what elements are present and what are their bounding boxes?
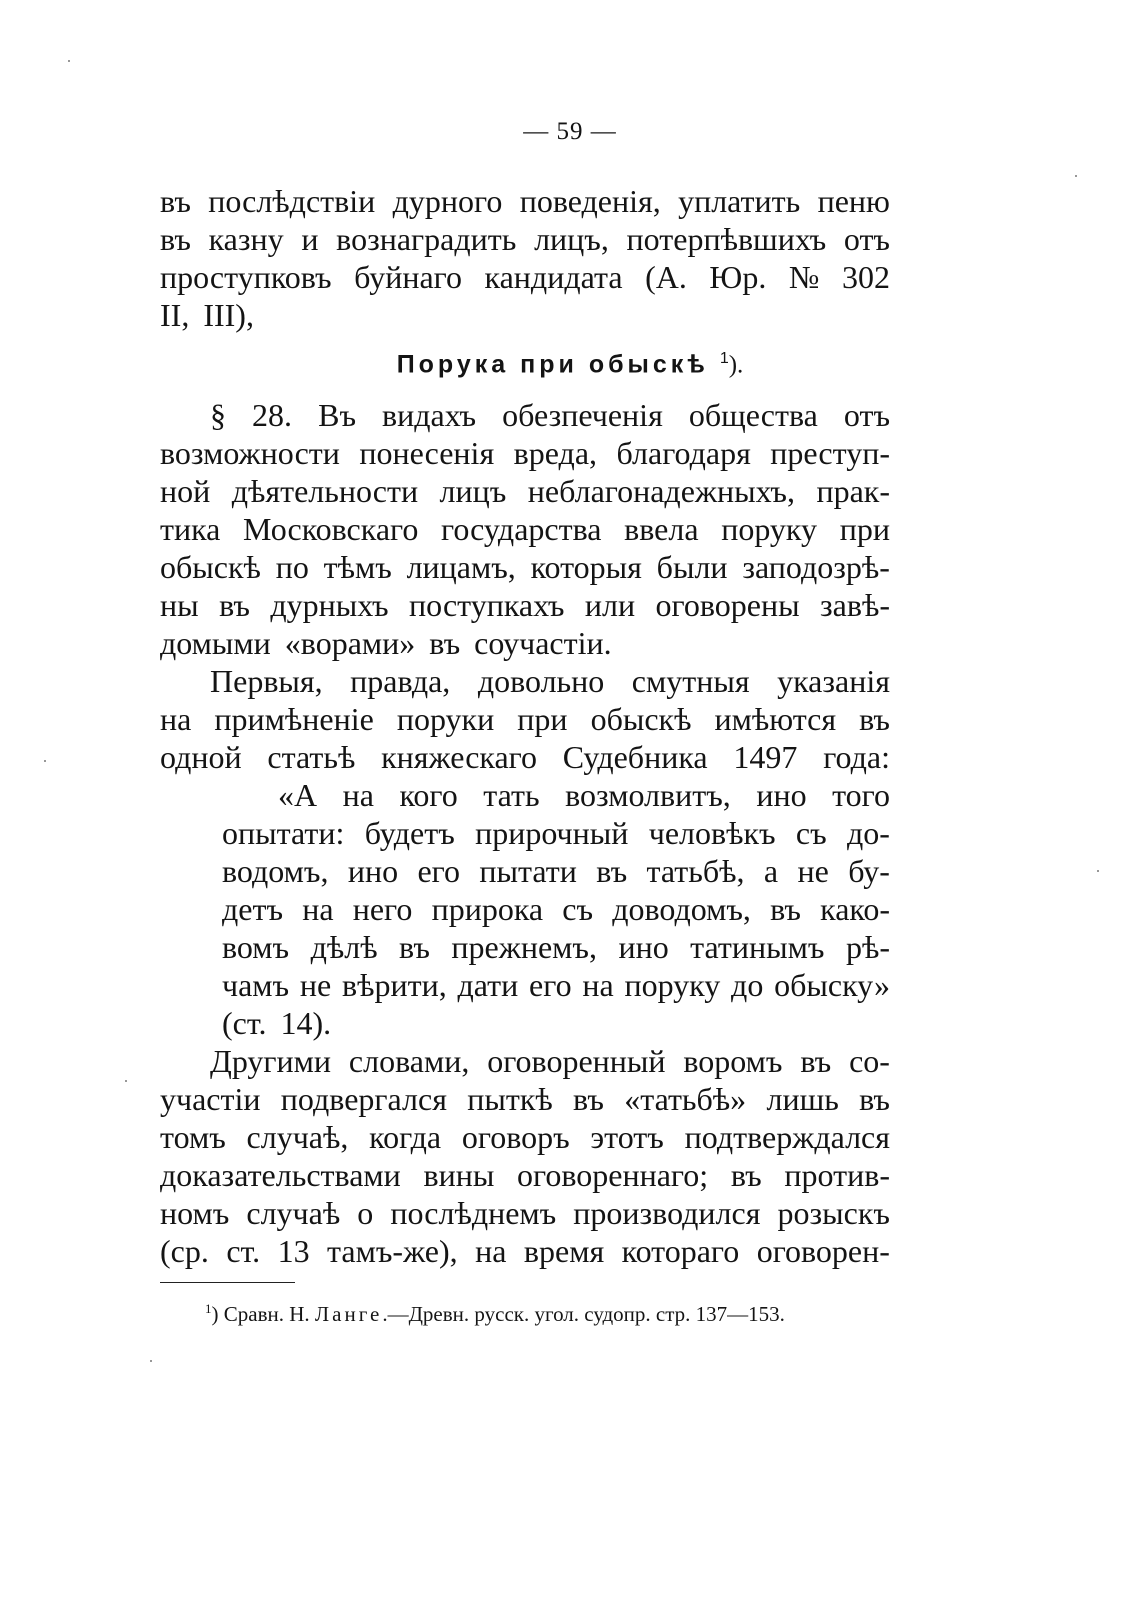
scan-speck	[1075, 175, 1077, 177]
word: доводомъ,	[612, 891, 751, 927]
footnote-divider	[160, 1282, 295, 1283]
text-line	[160, 434, 890, 472]
word: оговоръ	[461, 1119, 570, 1155]
word: оговоренный	[487, 1043, 666, 1079]
word: его	[417, 853, 460, 889]
word: случаѣ	[246, 1195, 341, 1231]
word: потерпѣвшихъ	[626, 221, 827, 257]
word: общества	[688, 397, 818, 433]
word: неблагонадежныхъ,	[527, 473, 795, 509]
word: въ	[859, 1081, 890, 1117]
footnote-marker: 1	[205, 1301, 212, 1316]
text-line	[160, 738, 890, 776]
word: тѣмъ	[323, 549, 392, 585]
word: на	[160, 701, 192, 737]
word: въ	[770, 891, 801, 927]
word: завѣ-	[820, 587, 890, 623]
word: вознаградить	[336, 221, 517, 257]
footnote	[205, 1296, 905, 1327]
word: видахъ	[382, 397, 477, 433]
word: №	[788, 259, 820, 295]
word: казну	[208, 221, 284, 257]
word: преступ-	[770, 435, 890, 471]
footnote-text-before: ) Сравн. Н.	[211, 1302, 315, 1326]
word: въ	[429, 625, 461, 661]
word: ной	[160, 473, 211, 509]
word: одной	[160, 739, 242, 775]
word: номъ	[160, 1195, 230, 1231]
word: 302	[841, 259, 890, 295]
word: (ст.	[222, 1005, 267, 1041]
word: чамъ	[222, 967, 290, 1003]
word: и	[301, 221, 319, 257]
scan-speck	[1097, 870, 1099, 872]
word: въ	[859, 701, 890, 737]
word: прирочный	[475, 815, 629, 851]
word: 28.	[252, 397, 293, 433]
word: словами,	[348, 1043, 470, 1079]
word: человѣкъ	[648, 815, 776, 851]
word: понесенія	[359, 435, 495, 471]
text-line	[160, 510, 890, 548]
word: Первыя,	[210, 663, 323, 699]
word: производился	[573, 1195, 761, 1231]
word: участіи	[160, 1081, 261, 1117]
word: рѣ-	[845, 929, 890, 965]
word: дати	[457, 967, 519, 1003]
word: обезпеченія	[502, 397, 663, 433]
word: въ	[219, 587, 250, 623]
word: него	[352, 891, 413, 927]
word: дѣятельности	[231, 473, 419, 509]
word: лицъ,	[534, 221, 609, 257]
word: ино	[347, 853, 399, 889]
text-line	[160, 1232, 890, 1270]
word: II,	[160, 297, 190, 333]
text-line	[160, 296, 890, 334]
word: III),	[203, 297, 254, 333]
word: оговорены	[655, 587, 800, 623]
word: ввела	[624, 511, 699, 547]
word: тамъ-же),	[327, 1233, 458, 1269]
word: возможности	[160, 435, 340, 471]
quote-line	[222, 966, 890, 1004]
word: обыскѣ	[160, 549, 261, 585]
word: этотъ	[590, 1119, 664, 1155]
word: со-	[849, 1043, 890, 1079]
word: государства	[441, 511, 602, 547]
word: 14).	[280, 1005, 332, 1041]
footnote-text-after: .—Древн. русск. угол. судопр. стр. 137—153.	[382, 1302, 785, 1326]
word: обыску»	[774, 967, 890, 1003]
word: оговореннаго;	[517, 1157, 709, 1193]
word: Юр.	[709, 259, 767, 295]
word: будетъ	[364, 815, 455, 851]
word: соучастіи.	[474, 625, 612, 661]
text-line	[160, 220, 890, 258]
text-line	[210, 396, 890, 434]
word: пытати	[479, 853, 577, 889]
word: лицъ	[439, 473, 507, 509]
word: Другими	[210, 1043, 332, 1079]
word: года:	[823, 739, 890, 775]
scan-speck	[68, 60, 70, 62]
word: послѣднемъ	[390, 1195, 557, 1231]
word: опытати:	[222, 815, 345, 851]
footnote-marker: 1	[719, 350, 729, 367]
text-line	[160, 258, 890, 296]
text-line	[160, 1080, 890, 1118]
word: вины	[423, 1157, 495, 1193]
word: (А.	[645, 259, 687, 295]
scan-speck	[44, 760, 46, 762]
word: на	[302, 891, 334, 927]
word: кандидата	[484, 259, 623, 295]
section-heading	[0, 350, 1140, 379]
word: домыми	[160, 625, 271, 661]
word: котораго	[621, 1233, 740, 1269]
word: до-	[847, 815, 890, 851]
word: пыткѣ	[467, 1081, 553, 1117]
word: по	[275, 549, 309, 585]
word: томъ	[160, 1119, 226, 1155]
word: проступковъ	[160, 259, 332, 295]
word: въ	[399, 929, 430, 965]
text-line	[160, 624, 890, 662]
word: въ	[160, 221, 191, 257]
word: до	[731, 967, 764, 1003]
word: вомъ	[222, 929, 290, 965]
word: татинымъ	[690, 929, 825, 965]
word: тика	[160, 511, 221, 547]
word: дурныхъ	[270, 587, 389, 623]
text-line	[160, 1156, 890, 1194]
word: заподозрѣ-	[742, 549, 890, 585]
word: доказательствами	[160, 1157, 401, 1193]
quote-line	[222, 814, 890, 852]
word: о	[357, 1195, 374, 1231]
word: поступкахъ	[409, 587, 565, 623]
word: Въ	[318, 397, 356, 433]
quote-line	[222, 928, 890, 966]
word: буйнаго	[354, 259, 462, 295]
word: оговорен-	[756, 1233, 890, 1269]
text-line	[160, 1194, 890, 1232]
word: того	[832, 777, 890, 813]
word: Московскаго	[243, 511, 419, 547]
word: лишь	[766, 1081, 839, 1117]
word: имѣются	[714, 701, 837, 737]
scan-speck	[150, 1360, 152, 1362]
word: указанія	[777, 663, 890, 699]
word: при	[839, 511, 890, 547]
heading-text: Порука при обыскѣ	[396, 350, 709, 379]
word: когда	[369, 1119, 442, 1155]
word: §	[210, 397, 226, 433]
word: уплатить	[678, 183, 801, 219]
footnote-author: Ланге	[314, 1302, 383, 1326]
word: «татьбѣ»	[624, 1081, 747, 1117]
word: дурного	[392, 183, 503, 219]
text-line	[160, 472, 890, 510]
word: дѣлѣ	[310, 929, 378, 965]
word: съ	[795, 815, 827, 851]
quote-line	[222, 852, 890, 890]
word: Судебника	[562, 739, 708, 775]
word: поведенія,	[519, 183, 661, 219]
word: тать	[483, 777, 540, 813]
word: ино	[618, 929, 669, 965]
word: на	[342, 777, 374, 813]
word: ны	[160, 587, 199, 623]
word: отъ	[843, 397, 890, 433]
text-line	[160, 548, 890, 586]
word: татьбѣ,	[646, 853, 745, 889]
word: «ворами»	[284, 625, 416, 661]
text-line	[160, 700, 890, 738]
word: вѣрити,	[341, 967, 447, 1003]
word: правда,	[350, 663, 451, 699]
word: пеню	[817, 183, 890, 219]
text-line	[210, 662, 890, 700]
word: ино	[756, 777, 807, 813]
word: княжескаго	[381, 739, 537, 775]
word: против-	[784, 1157, 890, 1193]
word: время	[523, 1233, 605, 1269]
word: розыскъ	[777, 1195, 890, 1231]
word: смутныя	[631, 663, 750, 699]
word: подтверждался	[684, 1119, 890, 1155]
word: примѣненіе	[214, 701, 374, 737]
word: на	[582, 967, 614, 1003]
text-line	[160, 182, 890, 220]
word: бу-	[848, 853, 890, 889]
word: обыскѣ	[590, 701, 692, 737]
text-line	[160, 586, 890, 624]
word: вреда,	[513, 435, 598, 471]
word: были	[656, 549, 728, 585]
word: на	[475, 1233, 507, 1269]
word: въ	[160, 183, 191, 219]
word: ст.	[226, 1233, 261, 1269]
word: детъ	[222, 891, 284, 927]
word: лицамъ,	[406, 549, 516, 585]
word: како-	[820, 891, 890, 927]
word: а	[763, 853, 779, 889]
word: 1497	[733, 739, 798, 775]
word: съ	[562, 891, 594, 927]
word: возмолвитъ,	[565, 777, 731, 813]
text-line	[210, 1042, 890, 1080]
text-line	[160, 1118, 890, 1156]
scan-speck	[125, 1080, 127, 1082]
word: въ	[596, 853, 628, 889]
word: довольно	[477, 663, 605, 699]
page-number: — 59 —	[523, 118, 617, 145]
word: прак-	[816, 473, 890, 509]
word: не	[797, 853, 829, 889]
word: въ	[573, 1081, 604, 1117]
word: не	[299, 967, 332, 1003]
word: благодаря	[616, 435, 751, 471]
quote-line	[222, 890, 890, 928]
word: (ср.	[160, 1233, 209, 1269]
word: отъ	[843, 221, 890, 257]
word: которыя	[530, 549, 642, 585]
word: его	[529, 967, 572, 1003]
word: случаѣ,	[246, 1119, 349, 1155]
word: или	[584, 587, 636, 623]
word: при	[517, 701, 568, 737]
word: въ	[730, 1157, 762, 1193]
quote-line	[278, 776, 890, 814]
word: 13	[277, 1233, 310, 1269]
word: статьѣ	[267, 739, 356, 775]
word: водомъ,	[222, 853, 329, 889]
word: воромъ	[683, 1043, 783, 1079]
word: послѣдствіи	[208, 183, 376, 219]
word: поруку	[721, 511, 818, 547]
word: поруки	[396, 701, 495, 737]
word: прирока	[431, 891, 544, 927]
word: кого	[399, 777, 458, 813]
word: «А	[278, 777, 318, 813]
word: прежнемъ,	[451, 929, 597, 965]
quote-line	[222, 1004, 890, 1042]
heading-tail: ).	[728, 351, 744, 379]
word: поруку	[624, 967, 721, 1003]
word: въ	[800, 1043, 832, 1079]
word: подвергался	[280, 1081, 447, 1117]
